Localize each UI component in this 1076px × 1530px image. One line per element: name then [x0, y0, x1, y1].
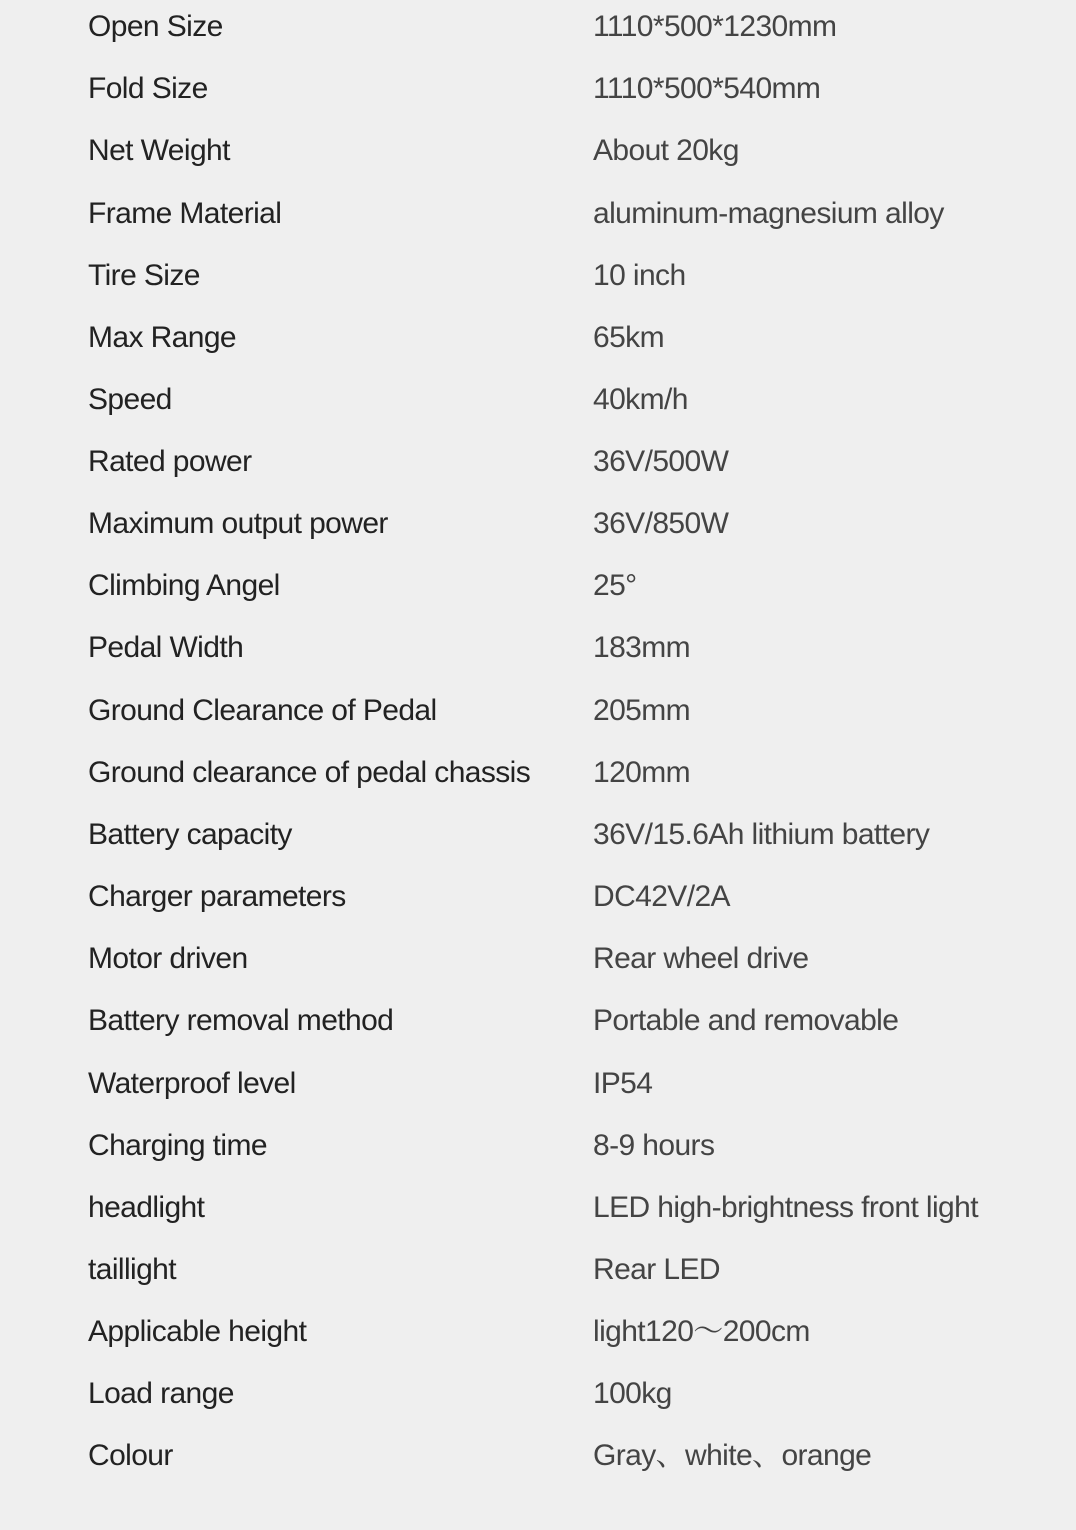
- spec-label: Pedal Width: [88, 631, 244, 664]
- spec-label: Rated power: [88, 445, 252, 478]
- spec-value: 205mm: [593, 694, 691, 727]
- spec-value: LED high-brightness front light: [593, 1191, 978, 1224]
- spec-row-tire-size: [0, 245, 1076, 307]
- spec-value: IP54: [593, 1067, 653, 1100]
- spec-row-speed: [0, 369, 1076, 431]
- spec-label: headlight: [88, 1191, 205, 1224]
- spec-value: 1110*500*540mm: [593, 72, 821, 105]
- spec-label: Charging time: [88, 1129, 267, 1162]
- spec-value: 65km: [593, 321, 664, 354]
- spec-value: 36V/850W: [593, 507, 729, 540]
- spec-row-charging-time: [0, 1115, 1076, 1177]
- spec-label: Max Range: [88, 321, 237, 354]
- spec-row-colour: [0, 1425, 1076, 1487]
- spec-label: taillight: [88, 1253, 176, 1286]
- spec-value: aluminum-magnesium alloy: [593, 197, 944, 230]
- spec-row-open-size: [0, 0, 1076, 58]
- spec-label: Frame Material: [88, 197, 282, 230]
- spec-label: Applicable height: [88, 1315, 307, 1348]
- spec-label: Motor driven: [88, 942, 248, 975]
- spec-row-frame-material: [0, 183, 1076, 245]
- spec-label: Load range: [88, 1377, 234, 1410]
- spec-row-battery-capacity: [0, 804, 1076, 866]
- spec-row-ground-clearance-pedal: [0, 680, 1076, 742]
- spec-label: Charger parameters: [88, 880, 346, 913]
- spec-row-climbing-angle: [0, 555, 1076, 617]
- spec-row-applicable-height: [0, 1301, 1076, 1363]
- spec-value: 120mm: [593, 756, 691, 789]
- spec-label: Ground Clearance of Pedal: [88, 694, 437, 727]
- spec-row-load-range: [0, 1363, 1076, 1425]
- spec-value: DC42V/2A: [593, 880, 730, 913]
- spec-value: 36V/15.6Ah lithium battery: [593, 818, 930, 851]
- spec-value: 25°: [593, 569, 637, 602]
- spec-row-max-range: [0, 307, 1076, 369]
- spec-label: Net Weight: [88, 134, 230, 167]
- spec-label: Battery removal method: [88, 1004, 394, 1037]
- spec-row-headlight: [0, 1177, 1076, 1239]
- spec-value: Portable and removable: [593, 1004, 899, 1037]
- spec-label: Fold Size: [88, 72, 208, 105]
- spec-label: Tire Size: [88, 259, 200, 292]
- spec-value: 40km/h: [593, 383, 688, 416]
- spec-row-taillight: [0, 1239, 1076, 1301]
- spec-label: Waterproof level: [88, 1067, 296, 1100]
- spec-value: 100kg: [593, 1377, 672, 1410]
- spec-value: Rear wheel drive: [593, 942, 809, 975]
- spec-row-net-weight: [0, 120, 1076, 182]
- spec-row-motor-driven: [0, 928, 1076, 990]
- spec-value: 1110*500*1230mm: [593, 10, 837, 43]
- spec-label: Climbing Angel: [88, 569, 280, 602]
- spec-value: 36V/500W: [593, 445, 729, 478]
- spec-value: About 20kg: [593, 134, 739, 167]
- spec-row-ground-clearance-chassis: [0, 742, 1076, 804]
- spec-label: Ground clearance of pedal chassis: [88, 756, 531, 789]
- spec-label: Open Size: [88, 10, 223, 43]
- spec-row-fold-size: [0, 58, 1076, 120]
- spec-label: Battery capacity: [88, 818, 292, 851]
- spec-value: Gray、white、orange: [593, 1439, 872, 1472]
- spec-value: 183mm: [593, 631, 691, 664]
- spec-label: Speed: [88, 383, 172, 416]
- spec-row-pedal-width: [0, 617, 1076, 679]
- spec-label: Maximum output power: [88, 507, 388, 540]
- spec-row-waterproof-level: [0, 1053, 1076, 1115]
- spec-value: Rear LED: [593, 1253, 720, 1286]
- spec-label: Colour: [88, 1439, 173, 1472]
- spec-value: 10 inch: [593, 259, 686, 292]
- spec-row-maximum-output-power: [0, 493, 1076, 555]
- spec-row-charger-parameters: [0, 866, 1076, 928]
- spec-value: light120～200cm: [593, 1315, 810, 1348]
- spec-row-battery-removal: [0, 990, 1076, 1052]
- spec-row-rated-power: [0, 431, 1076, 493]
- spec-value: 8-9 hours: [593, 1129, 715, 1162]
